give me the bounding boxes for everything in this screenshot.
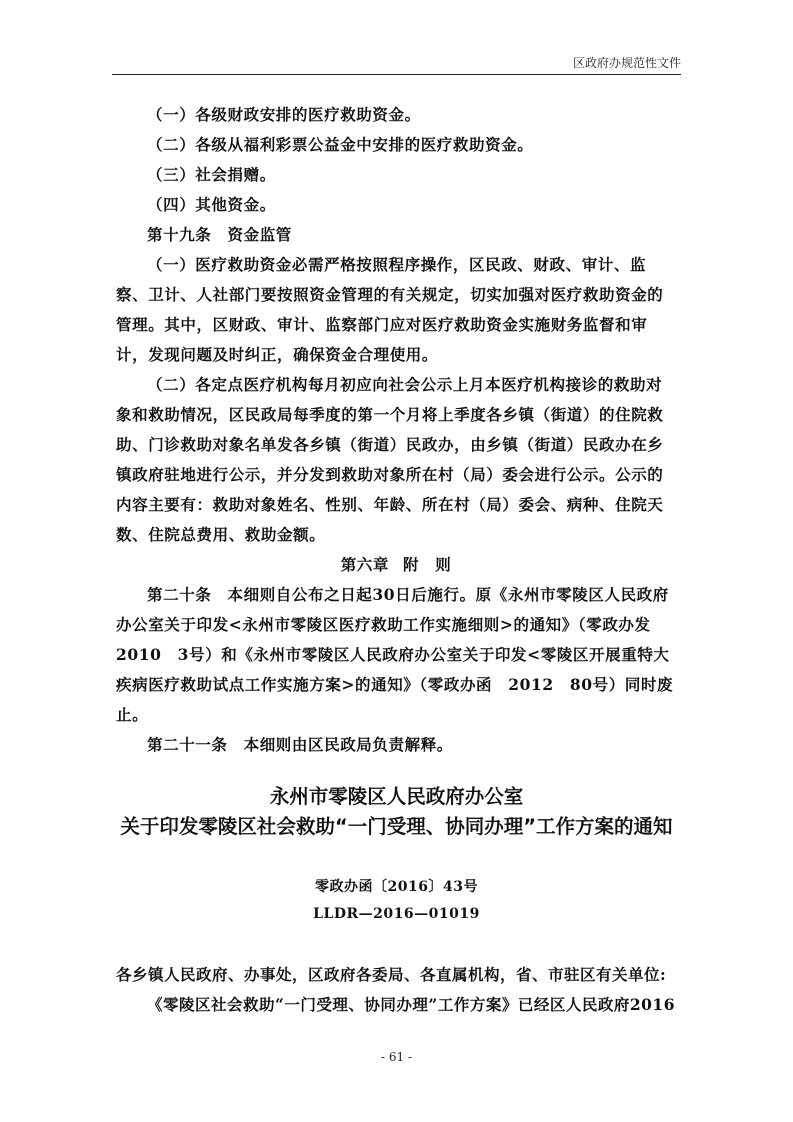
- title-line-1: 永州市零陵区人民政府办公室: [269, 785, 524, 808]
- paragraph: （二）各级从福利彩票公益金中安排的医疗救助资金。: [147, 135, 534, 154]
- chapter-heading: [116, 550, 676, 580]
- article-heading: 第十九条 资金监管: [147, 225, 292, 244]
- document-title: [0, 782, 793, 842]
- addressee: 各乡镇人民政府、办事处，区政府各委局、各直属机构，省、市驻区有关单位:: [116, 965, 667, 984]
- chapter-title: 附 则: [403, 555, 452, 574]
- title-line-2: 关于印发零陵区社会救助“一门受理、协同办理”工作方案的通知: [120, 815, 673, 838]
- paragraph: （二）各定点医疗机构每月初应向社会公示上月本医疗机构接诊的救助对象和救助情况，区民政局每季度的第一个月将上季度各乡镇（街道）的住院救助、门诊救助对象名单发各乡镇（街道）民政办，由乡镇（街道）民政办在乡镇政府驻地进行公示，并分发到救助对象所在村（局）委会进行公示。公示的内容主要有：救助对象姓名、性别、年龄、所在村（局）委会、病种、住院天数、住院总费用、救助金额。: [116, 375, 664, 544]
- paragraph: （三）社会捐赠。: [147, 165, 276, 184]
- paragraph: （一）医疗救助资金必需严格按照程序操作，区民政、财政、审计、监察、卫计、人社部门要按照资金管理的有关规定，切实加强对医疗救助资金的管理。其中，区财政、审计、监察部门应对医疗救助资金实施财务监督和审计，发现问题及时纠正，确保资金合理使用。: [116, 255, 664, 364]
- paragraph: （一）各级财政安排的医疗救助资金。: [147, 105, 421, 124]
- paragraph: （四）其他资金。: [147, 195, 276, 214]
- registration-number: LLDR—2016—01019: [313, 906, 480, 922]
- chapter-number: 第六章: [340, 555, 389, 574]
- page-number: - 61 -: [380, 1050, 412, 1064]
- paragraph: 第二十条 本细则自公布之日起30日后施行。原《永州市零陵区人民政府办公室关于印发<永州市零陵区医疗救助工作实施细则>的通知》（零政办发 2010 3号）和《永州市零陵区人民政府办公室关于印发<零陵区开展重特大疾病医疗救助试点工作实施方案>的通知》（零政办函 2012 80号）同时废止。: [116, 585, 674, 724]
- document-number: 零政办函〔2016〕43号: [315, 879, 478, 895]
- page-header: [112, 52, 681, 75]
- paragraph: 《零陵区社会救助“一门受理、协同办理”工作方案》已经区人民政府2016: [147, 995, 675, 1014]
- paragraph: 第二十一条 本细则由区民政局负责解释。: [147, 735, 453, 754]
- document-body: [116, 100, 676, 760]
- header-text: 区政府办规范性文件: [572, 56, 681, 70]
